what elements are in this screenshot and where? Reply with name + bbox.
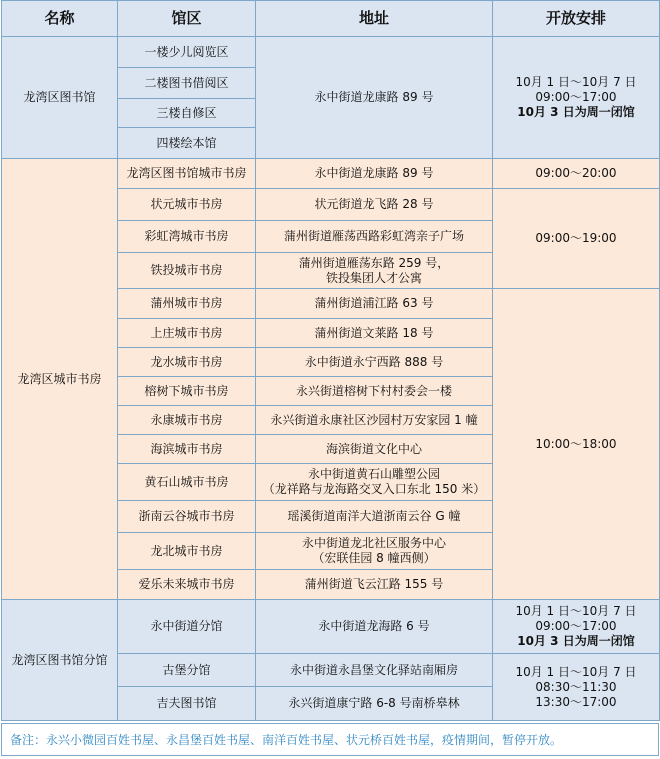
area-cell: 浙南云谷城市书房 [118, 501, 256, 533]
address-cell: 瑶溪街道南洋大道浙南云谷 G 幢 [256, 501, 493, 533]
group-name-main-library: 龙湾区图书馆 [2, 37, 118, 159]
address-cell: 永中街道永昌堡文化驿站南厢房 [256, 654, 493, 687]
address-cell: 永中街道龙海路 6 号 [256, 600, 493, 654]
hours-dates: 10月 1 日～10月 7 日 [515, 75, 637, 89]
hours-cell: 09:00～19:00 [493, 189, 660, 289]
group-name-city-study: 龙湾区城市书房 [2, 159, 118, 600]
table-row [2, 600, 660, 654]
address-cell: 永中街道永宁西路 888 号 [256, 348, 493, 377]
hours-cell [493, 37, 660, 159]
address-line: 永中街道黄石山雕塑公园 [307, 467, 440, 481]
address-line: 蒲州街道雁荡东路 259 号， [298, 255, 450, 270]
area-cell: 彩虹湾城市书房 [118, 221, 256, 253]
address-cell: 蒲州街道雁荡西路彩虹湾亲子广场 [256, 221, 493, 253]
address-cell: 永中街道龙康路 89 号 [256, 159, 493, 189]
area-cell: 龙北城市书房 [118, 533, 256, 570]
schedule-sheet [1, 0, 659, 747]
area-cell: 三楼自修区 [118, 99, 256, 128]
address-cell: 海滨街道文化中心 [256, 435, 493, 464]
header-row [2, 1, 660, 37]
address-cell: 状元街道龙飞路 28 号 [256, 189, 493, 221]
address-cell: 永中街道龙康路 89 号 [256, 37, 493, 159]
address-cell: 永兴街道康宁路 6-8 号南桥皋林 [256, 687, 493, 721]
address-cell: 永兴街道永康社区沙园村万安家园 1 幢 [256, 406, 493, 435]
area-cell: 永康城市书房 [118, 406, 256, 435]
area-cell: 状元城市书房 [118, 189, 256, 221]
area-cell: 四楼绘本馆 [118, 128, 256, 159]
area-cell: 爱乐未来城市书房 [118, 570, 256, 600]
hours-time: 09:00～17:00 [535, 619, 617, 633]
area-cell: 一楼少儿阅览区 [118, 37, 256, 68]
group-name-branch-libraries: 龙湾区图书馆分馆 [2, 600, 118, 721]
hours-time-morning: 08:30～11:30 [535, 679, 617, 694]
address-line: （宏联佳园 8 幢西侧） [312, 551, 436, 565]
area-cell: 龙湾区图书馆城市书房 [118, 159, 256, 189]
address-cell: 蒲州街道浦江路 63 号 [256, 289, 493, 319]
address-line: 永中街道龙北社区服务中心 [301, 536, 446, 550]
address-cell [256, 533, 493, 570]
header-hours: 开放安排 [493, 1, 660, 37]
area-cell: 古堡分馆 [118, 654, 256, 687]
table-row [2, 37, 660, 68]
hours-closure-note: 10月 3 日为周一闭馆 [517, 105, 635, 119]
hours-dates: 10月 1 日～10月 7 日 [515, 664, 637, 679]
address-cell: 蒲州街道飞云江路 155 号 [256, 570, 493, 600]
area-cell: 永中街道分馆 [118, 600, 256, 654]
header-area: 馆区 [118, 1, 256, 37]
area-cell: 海滨城市书房 [118, 435, 256, 464]
hours-closure-note: 10月 3 日为周一闭馆 [517, 634, 635, 648]
header-name: 名称 [2, 1, 118, 37]
area-cell: 二楼图书借阅区 [118, 68, 256, 99]
hours-cell: 10:00～18:00 [493, 289, 660, 600]
hours-time-afternoon: 13:30～17:00 [535, 694, 617, 709]
library-schedule-table [1, 0, 660, 721]
address-cell: 永兴街道榕树下村村委会一楼 [256, 377, 493, 406]
area-cell: 蒲州城市书房 [118, 289, 256, 319]
address-cell [256, 464, 493, 501]
area-cell: 上庄城市书房 [118, 319, 256, 348]
area-cell: 龙水城市书房 [118, 348, 256, 377]
area-cell: 榕树下城市书房 [118, 377, 256, 406]
footnote: 备注：永兴小微园百姓书屋、永昌堡百姓书屋、南洋百姓书屋、状元桥百姓书屋，疫情期间，暂停开放。 [1, 723, 659, 756]
address-cell [256, 253, 493, 289]
hours-cell [493, 600, 660, 654]
area-cell: 吉夫图书馆 [118, 687, 256, 721]
hours-cell: 09:00～20:00 [493, 159, 660, 189]
hours-dates: 10月 1 日～10月 7 日 [515, 604, 637, 618]
table-row [2, 159, 660, 189]
header-address: 地址 [256, 1, 493, 37]
area-cell: 黄石山城市书房 [118, 464, 256, 501]
address-line: （龙祥路与龙海路交叉入口东北 150 米） [262, 482, 486, 496]
hours-time: 09:00～17:00 [535, 90, 617, 104]
hours-cell [493, 654, 660, 721]
address-line: 铁投集团人才公寓 [325, 270, 422, 285]
area-cell: 铁投城市书房 [118, 253, 256, 289]
address-cell: 蒲州街道文莱路 18 号 [256, 319, 493, 348]
